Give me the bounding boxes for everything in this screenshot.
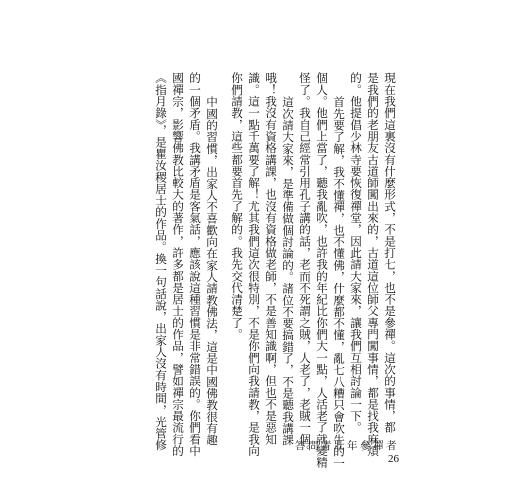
text-column: 個人。他們上當了，聽我亂吹，也許我的年紀比你們大一點，人活老了就變精 — [315, 72, 329, 469]
text-column: 你們請教，這些都要首先了解的。我先交代清楚了。 — [230, 72, 244, 340]
text-column: 哦！我沒有資格講課，也沒有資格做老師，不是善知識啊，但也不是惡知 — [264, 72, 278, 445]
text-column: 是我們的老朋友古道師闖出來的，古道這位師父專門闖事情，都是找我麻煩 — [366, 72, 380, 457]
page-number: 26 — [388, 453, 399, 465]
text-column: 《指月錄》，是瞿汝稷居士的作品。換一句話說，出家人沒有時間，光管修 — [154, 72, 168, 451]
text-column: 首先要了解，我不懂禪，也不懂佛，什麼都不懂，亂七八糟只會吹牛的一 — [332, 96, 346, 469]
text-column: 國禪宗，影響佛教比較大的著作，許多都是居士的作品，譬如禪宗最流行的 — [171, 72, 185, 457]
text-column: 識。這一點千萬要了解！尤其我們這次很特別，不是你們向我請教，是我向 — [247, 72, 261, 457]
page-footer — [295, 440, 399, 466]
text-column: 怪了。我自己經常引用孔子講的話，老而不死謂之賊，人老了，老賊一個。 — [298, 72, 312, 457]
text-column: 中國的習慣，出家人不喜歡向在家人請教佛法，這是中國佛教很有趣 — [205, 96, 219, 446]
text-column: 的一個矛盾。我講矛盾是客氣話，應該說這種習慣是非常錯誤的。你們看中 — [188, 72, 202, 457]
text-column: 現在我們這裏沒有什麼形式，不是打七，也不是參禪。這次的事情，都 — [383, 72, 397, 434]
running-title: 答問青壯年參禪者 — [295, 440, 399, 452]
text-column: 的。他提倡少林寺要恢復禪堂，因此請大家來，讓我們互相討論一下。 — [349, 72, 363, 434]
paragraph-break — [223, 72, 226, 424]
text-column: 這次請大家來，是準備做個討論的。諸位不要搞錯了，不是聽我講課 — [281, 96, 295, 446]
